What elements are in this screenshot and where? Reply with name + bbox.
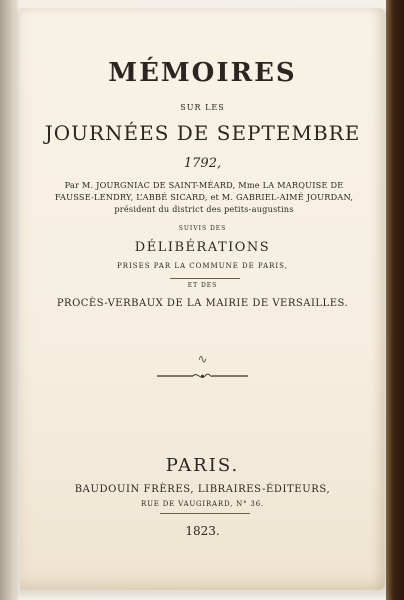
sur-les-text: SUR LES — [180, 103, 225, 112]
cover-edge — [386, 0, 404, 600]
subtitle: JOURNÉES DE SEPTEMBRE — [44, 121, 361, 145]
year: 1792, — [183, 156, 222, 171]
title: MÉMOIRES — [108, 58, 297, 88]
ornament-mark: ∿ — [197, 352, 208, 366]
publisher: BAUDOUIN FRÈRES, LIBRAIRES-ÉDITEURS, — [74, 484, 331, 495]
address: RUE DE VAUGIRARD, N° 36. — [141, 500, 264, 508]
rule — [170, 278, 240, 279]
suivis-des: SUIVIS DES — [178, 225, 227, 232]
wavy-divider-icon — [160, 513, 250, 514]
prises-par: PRISES PAR LA COMMUNE DE PARIS, — [117, 262, 288, 270]
et-des: ET DES — [187, 282, 218, 289]
proces-verbaux: PROCÈS-VERBAUX DE LA MAIRIE DE VERSAILLES. — [56, 298, 349, 309]
authors: Par M. JOURGNIAC DE SAINT-MÉARD, Mme LA MARQUISE DE FAUSSE-LENDRY, L’ABBÉ SICARD, et M. GABRIEL-AIMÉ JOURDAN, président du district des petits-augustins — [54, 180, 354, 214]
book-spine — [0, 0, 18, 600]
date: 1823. — [185, 524, 220, 538]
ornament-rule-icon — [155, 370, 250, 382]
deliberations: DÉLIBÉRATIONS — [134, 240, 271, 255]
city: PARIS. — [165, 455, 240, 476]
